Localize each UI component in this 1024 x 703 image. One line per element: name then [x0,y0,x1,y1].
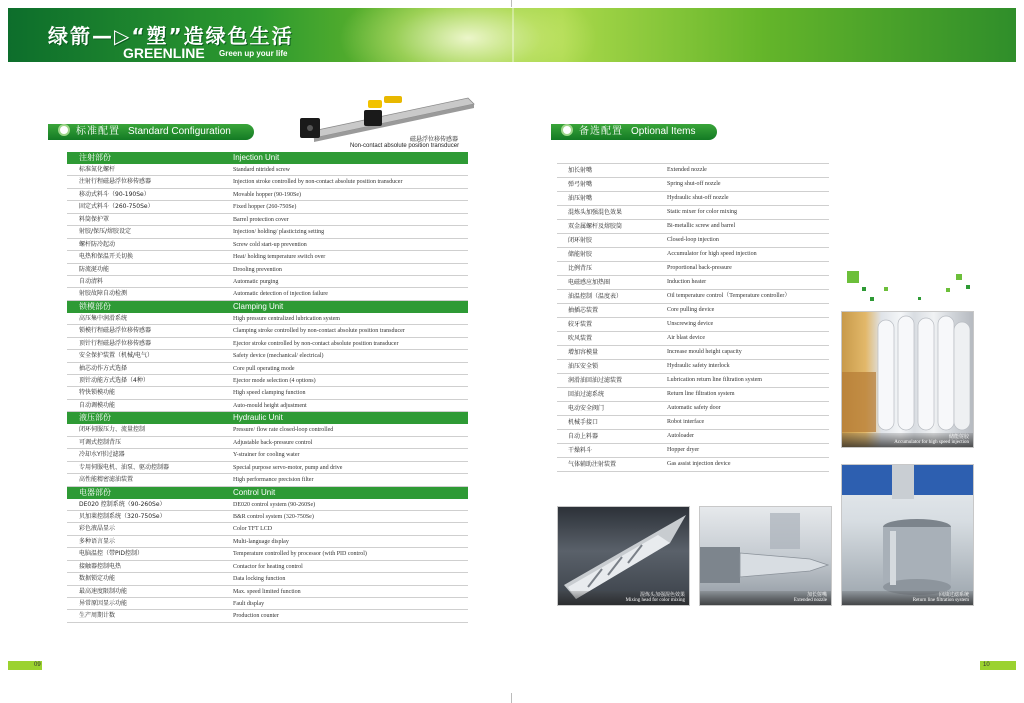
table-row [557,430,829,444]
feature-en: Adjustable back-pressure control [233,439,313,446]
table-row [557,416,829,430]
option-cn: 双金属螺杆及熔胶筒 [568,223,623,230]
table-row [557,458,829,472]
table-row [557,374,829,388]
feature-cn: 高性能精密滤油装置 [79,476,134,484]
table-row [67,375,468,387]
decor-square [847,271,859,283]
brand-slogan-cn: 绿箭—▷“塑”造绿色生活 [48,24,294,48]
table-row [67,264,468,276]
table-row [67,548,468,560]
table-row [557,318,829,332]
photo-caption: 回油过滤系统 Return line filtration system [842,591,973,605]
group-title-cn: 锁模部份 [79,301,111,311]
photo-return-filter [841,464,974,606]
table-row [67,214,468,226]
feature-cn: 特快锁模功能 [79,389,116,397]
group-title-en: Clamping Unit [233,301,284,311]
transducer-caption-cn: 磁悬浮位移传感器 [410,136,459,143]
table-row [557,206,829,220]
option-en: Proportional back-pressure [667,265,732,271]
table-row [557,220,829,234]
brand-name: GREENLINE [123,45,205,61]
table-row [67,239,468,251]
option-en: Extended nozzle [667,167,707,173]
feature-en: Y-strainer for cooling water [233,452,300,459]
option-cn: 混炼头加强混色效果 [568,209,623,216]
table-row [557,276,829,290]
table-row [67,201,468,213]
option-cn: 储能射胶 [568,251,593,258]
feature-en: High performance precision filter [233,477,314,484]
group-header [67,487,468,499]
table-row [67,449,468,461]
page-number-right: 10 [980,661,1016,670]
feature-cn: 自动清料 [79,277,104,285]
option-en: Hopper dryer [667,447,700,453]
standard-config-heading: 标准配置 Standard Configuration [48,124,254,140]
fold-mark-top [511,0,512,7]
option-cn: 回油过滤系统 [568,391,605,398]
table-row [557,192,829,206]
feature-en: Drooling prevention [233,266,282,273]
feature-en: Temperature controlled by processor (with PID control) [233,551,367,558]
feature-cn: 安全保护装置（机械/电气） [79,352,154,360]
optional-items-heading: 备选配置 Optional Items [551,124,717,140]
table-row [67,176,468,188]
feature-en: Clamping stroke controlled by non-contact absolute position transducer [233,328,405,335]
photo-caption: 混炼头加强混色效果 Mixing head for color mixing [558,591,689,605]
feature-cn: 专用伺服电机、油泵、驱动控制器 [79,463,170,471]
option-en: Core pulling device [667,307,715,313]
option-en: Oil temperature control（Temperature controller） [667,293,791,299]
table-row [557,444,829,458]
feature-cn: DE020 控制系统（90-260Se） [79,500,166,508]
table-row [67,586,468,598]
option-cn: 增加容模量 [568,349,599,356]
option-en: Static mixer for color mixing [667,209,737,215]
photo-caption: 储能射胶 Accumulator for high speed injection [842,433,973,447]
group-title-cn: 电器部份 [79,487,111,497]
decor-square [946,288,950,292]
feature-en: Fault display [233,601,265,607]
option-cn: 加长射嘴 [568,167,593,174]
feature-en: Production counter [233,613,279,620]
feature-cn: 贝加莱控制系统（320-750Se） [79,512,166,520]
feature-cn: 冷却水Y形过滤器 [79,451,125,459]
option-en: Return line filtration system [667,391,735,397]
option-cn: 干燥料斗 [568,447,593,454]
feature-en: Special purpose servo-motor, pump and drive [233,464,343,471]
decor-square [956,274,962,280]
option-cn: 油压安全锁 [568,363,599,370]
feature-en: Contactor for heating control [233,563,303,570]
feature-cn: 顶针动能方式选择（4种） [79,377,149,384]
table-row [67,462,468,474]
option-cn: 弹弓射嘴 [568,181,593,188]
table-row [67,164,468,176]
feature-en: Movable hopper (90-190Se) [233,191,301,198]
table-row [557,262,829,276]
table-row [67,610,468,622]
decor-square [918,297,921,300]
option-cn: 抽插芯装置 [568,307,599,314]
table-row [67,573,468,585]
feature-en: Automatic detection of injection failure [233,291,328,298]
table-row [67,387,468,399]
feature-cn: 彩色液晶显示 [79,525,116,533]
table-row [557,164,829,178]
decor-square [870,297,874,301]
feature-en: Barrel protection cover [233,216,289,223]
option-en: Hydraulic safety interlock [667,363,730,369]
table-row [557,248,829,262]
feature-en: Core pull operating mode [233,365,295,372]
option-cn: 电磁感应加热圈 [568,279,611,286]
feature-cn: 生产周期计数 [79,612,116,620]
feature-en: B&R control system (320-750Se) [233,513,314,520]
feature-cn: 固定式料斗（260-750Se） [79,203,154,211]
feature-cn: 多种语言显示 [79,537,116,545]
table-row [557,388,829,402]
option-en: Automatic safety door [667,405,721,411]
feature-en: DE020 control system (90-260Se) [233,501,316,508]
feature-cn: 注射行程磁悬浮位移传感器 [79,178,152,186]
table-row [67,338,468,350]
transducer-caption-en: Non-contact absolute position transducer [350,143,460,149]
feature-en: Pressure/ flow rate closed-loop controlled [233,427,334,434]
option-en: Induction heater [667,279,707,285]
feature-cn: 可调式控制背压 [79,438,122,446]
option-en: Increase mould height capacity [667,349,742,355]
feature-en: Data locking function [233,576,286,583]
table-row [67,251,468,263]
table-row [67,561,468,573]
feature-en: Color TFT LCD [233,526,273,533]
feature-en: Heat/ holding temperature switch over [233,254,326,261]
group-header [67,412,468,424]
filter-canister [842,465,974,606]
decor-square [966,285,970,289]
feature-cn: 电脑温控（带PID控制） [79,550,144,558]
feature-cn: 射胶故障自动检测 [79,290,128,298]
table-row [67,325,468,337]
feature-en: Ejector stroke controlled by non-contact absolute position transducer [233,340,399,347]
feature-cn: 异常原因显示功能 [79,600,128,607]
group-title-cn: 液压部份 [79,413,111,423]
option-cn: 较牙装置 [568,321,593,328]
feature-cn: 接触器控制电热 [79,562,122,570]
table-row [557,178,829,192]
feature-cn: 最高速度限制功能 [79,587,128,595]
feature-cn: 电热和保温开关切换 [79,253,134,261]
photo-caption: 加长射嘴 Extended nozzle [700,591,831,605]
table-row [67,523,468,535]
feature-en: Max. speed limited function [233,588,301,595]
option-en: Autoloader [667,433,694,439]
table-row [67,313,468,325]
option-en: Gas assist injection device [667,461,731,467]
option-en: Unscrewing device [667,321,714,327]
option-en: Closed-loop injection [667,237,719,243]
accumulator-cylinders [842,312,974,448]
option-en: Spring shut-off nozzle [667,181,721,187]
feature-en: High pressure centralized lubrication system [233,315,340,322]
feature-cn: 顶针行程磁悬浮位移传感器 [79,339,152,347]
group-title-en: Injection Unit [233,153,280,162]
feature-cn: 射胶/保压/熔胶设定 [79,228,132,236]
table-row [67,276,468,288]
option-en: Bi-metallic screw and barrel [667,223,736,229]
decor-square [884,287,888,291]
option-cn: 润滑油回油过滤装置 [568,377,623,384]
feature-cn: 移动式料斗（90-190Se） [79,190,150,198]
table-row [557,346,829,360]
feature-en: Injection/ holding/ plasticizing setting [233,229,325,236]
optional-items-table [557,163,829,472]
photo-accumulator [841,311,974,448]
feature-en: Multi-language display [233,538,289,545]
feature-en: High speed clamping function [233,390,306,397]
standard-config-table [67,152,468,623]
photo-mixing-head [557,506,690,606]
option-cn: 比例背压 [568,265,593,272]
feature-cn: 闭环伺服压力、流量控制 [79,426,146,434]
group-header [67,152,468,164]
option-cn: 机械手接口 [568,419,599,426]
feature-en: Safety device (mechanical/ electrical) [233,353,324,360]
feature-en: Auto-mould height adjustment [233,402,307,409]
fold-mark-bottom [511,693,512,703]
table-row [67,226,468,238]
table-row [557,304,829,318]
page-number-left: 09 [8,661,42,670]
feature-en: Injection stroke controlled by non-contact absolute position transducer [233,179,403,186]
option-cn: 闭环射胶 [568,237,593,244]
feature-cn: 抽芯动作方式选择 [79,364,128,372]
heading-bullet-icon [561,124,573,136]
option-en: Air blast device [667,335,705,341]
option-cn: 吹风装置 [568,335,593,342]
table-row [67,400,468,412]
feature-en: Screw cold start-up prevention [233,241,307,248]
table-row [67,424,468,436]
table-row [67,598,468,610]
table-row [67,288,468,300]
option-cn: 气体辅助注射装置 [568,461,617,468]
feature-cn: 料筒保护罩 [79,215,110,223]
table-row [557,402,829,416]
table-row [67,474,468,486]
group-header [67,301,468,313]
option-en: Accumulator for high speed injection [667,251,757,257]
feature-en: Automatic purging [233,278,279,285]
feature-en: Ejector mode selection (4 options) [233,378,316,384]
option-en: Lubrication return line filtration system [667,377,762,383]
option-cn: 油温控制（温度表） [568,293,623,300]
table-row [67,437,468,449]
banner-glow [338,8,598,62]
decor-square [862,287,866,291]
feature-cn: 标准氮化螺杆 [79,166,116,173]
table-row [557,332,829,346]
table-row [557,290,829,304]
group-title-cn: 注射部份 [79,153,111,162]
header-banner [8,8,1016,62]
feature-cn: 防流涎功能 [79,265,110,273]
feature-cn: 数据锁定功能 [79,575,116,583]
feature-en: Fixed hopper (260-750Se) [233,204,297,211]
option-en: Hydraulic shut-off nozzle [667,195,729,201]
table-row [67,511,468,523]
feature-cn: 高压集中润滑系统 [79,314,128,322]
feature-cn: 螺杆防冷起动 [79,240,116,248]
table-row [67,363,468,375]
table-row [67,536,468,548]
option-cn: 油压射嘴 [568,195,593,202]
option-cn: 电动安全阀门 [568,405,605,412]
table-row [557,360,829,374]
heading-bullet-icon [58,124,70,136]
table-row [67,189,468,201]
group-title-en: Hydraulic Unit [233,413,283,423]
feature-en: Standard nitrided screw [233,167,290,173]
photo-extended-nozzle [699,506,832,606]
option-en: Robot interface [667,419,705,425]
table-row [67,350,468,362]
banner-fold-line [512,8,514,62]
option-cn: 自动上料器 [568,433,599,440]
group-title-en: Control Unit [233,487,276,497]
brand-tagline: Green up your life [219,49,288,58]
feature-cn: 自动调模功能 [79,401,116,409]
table-row [557,234,829,248]
table-row [67,499,468,511]
feature-cn: 锁模行程磁悬浮位移传感器 [79,327,152,335]
